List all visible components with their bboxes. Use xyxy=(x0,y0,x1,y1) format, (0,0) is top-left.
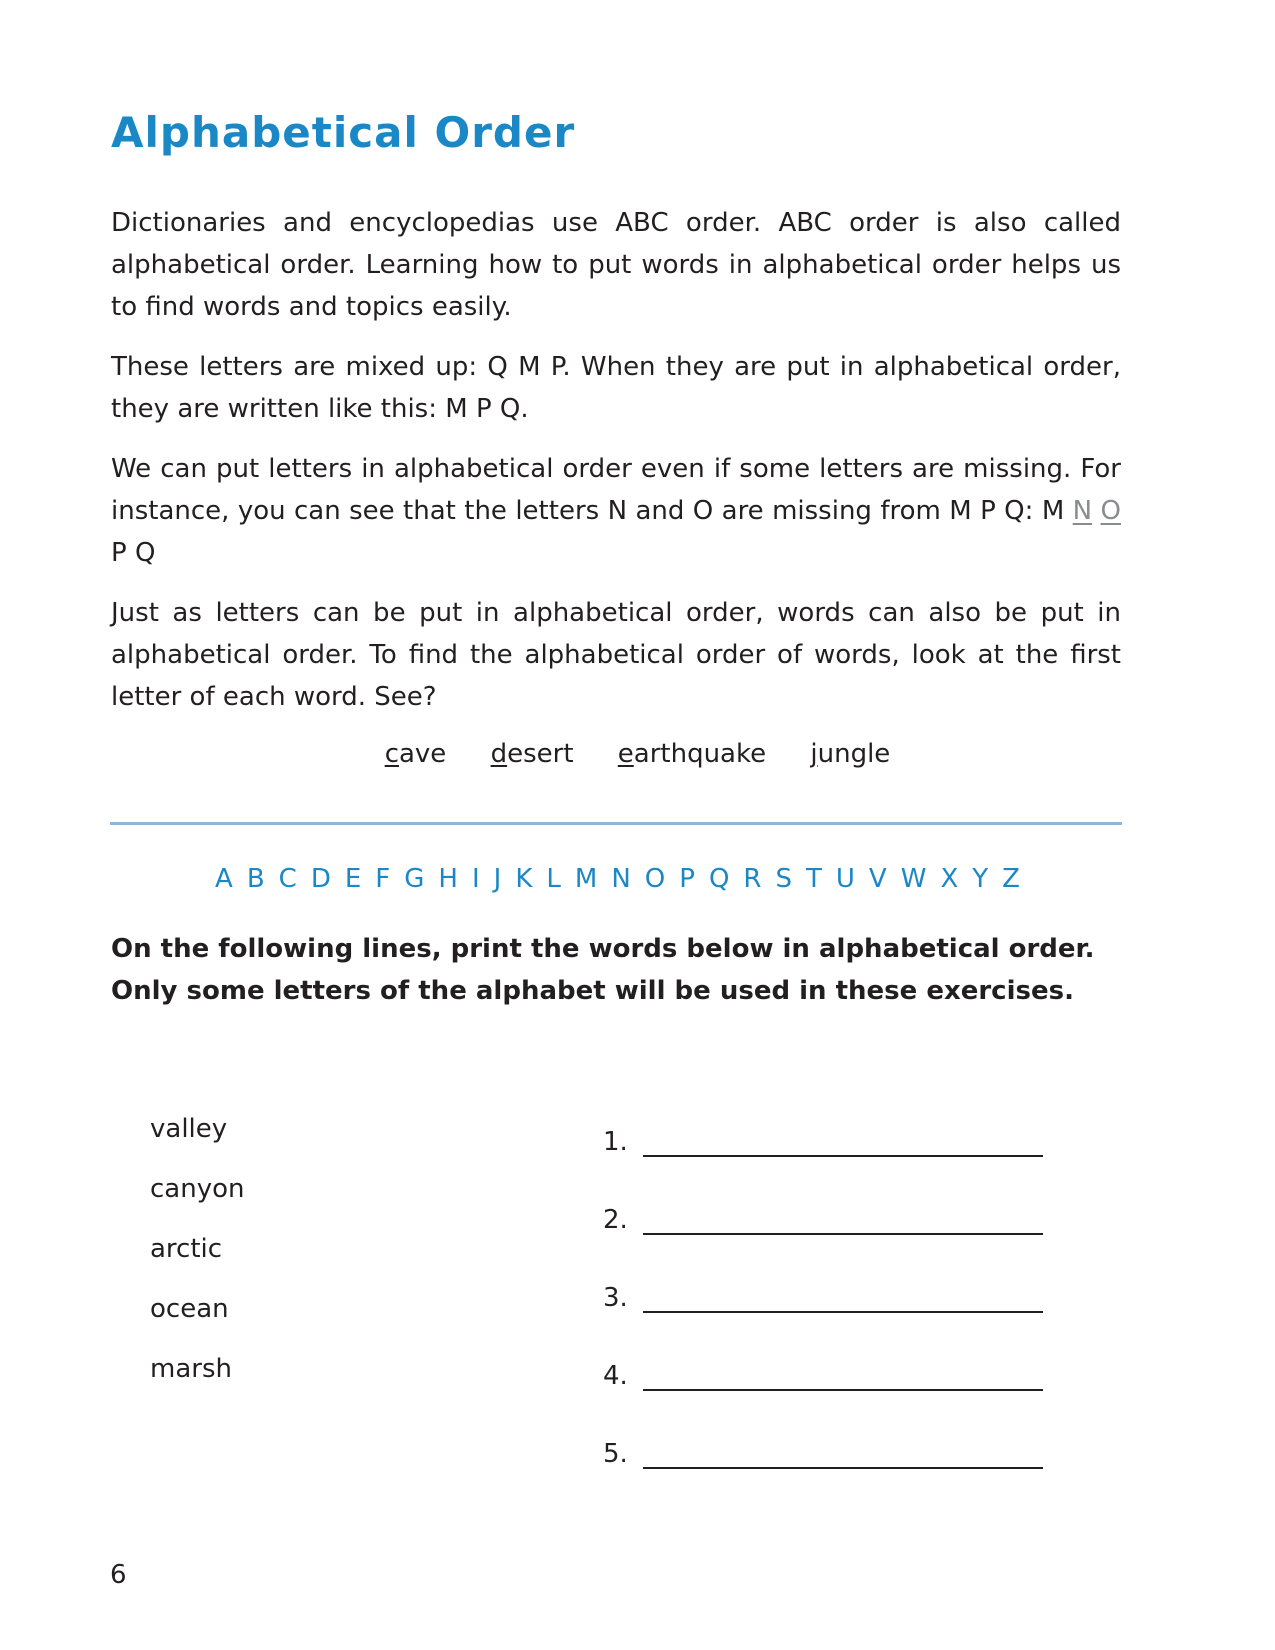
word-list-item: valley xyxy=(150,1114,228,1144)
page-title: Alphabetical Order xyxy=(111,108,576,157)
alphabet-letter: D xyxy=(310,864,331,894)
example-word-rest: esert xyxy=(507,739,574,769)
example-word xyxy=(385,737,447,771)
alphabet-letter: N xyxy=(611,864,631,894)
example-word xyxy=(618,737,766,771)
exercise-instructions: On the following lines, print the words below in alphabetical order. Only some letters of the alphabet will be used in these exercises. xyxy=(111,934,1095,1006)
alphabet-letter: E xyxy=(344,864,362,894)
word-list-item: ocean xyxy=(150,1294,229,1324)
words-order-paragraph: Just as letters can be put in alphabetical order, words can also be put in alphabetical order. To find the alphabetical order of words, look at the first letter of each word. See? xyxy=(111,598,1121,712)
answer-lines xyxy=(603,1079,1043,1469)
answer-row xyxy=(603,1235,1043,1313)
answer-row xyxy=(603,1079,1043,1157)
alphabet-letter: H xyxy=(438,864,458,894)
answer-line[interactable] xyxy=(643,1283,1043,1313)
alphabet-letter: Y xyxy=(972,864,989,894)
alphabet-letter: K xyxy=(515,864,533,894)
word-list-item: arctic xyxy=(150,1234,223,1264)
example-word-first-letter: d xyxy=(490,739,508,769)
example-word-first-letter: c xyxy=(384,739,399,769)
answer-number: 1. xyxy=(603,1127,628,1157)
section-divider xyxy=(110,822,1122,825)
answer-line[interactable] xyxy=(643,1205,1043,1235)
missing-letters-text: We can put letters in alphabetical order even if some letters are missing. For instance, you can see that the letters N and O are missing from M P Q: xyxy=(111,454,1121,526)
alphabet-letter: J xyxy=(493,864,502,894)
alphabet-letter: V xyxy=(868,864,887,894)
alphabet-letter: W xyxy=(900,864,927,894)
alphabet-letter: F xyxy=(375,864,391,894)
alphabet-letter: S xyxy=(775,864,792,894)
example-word xyxy=(810,737,890,771)
alphabet-letter: G xyxy=(404,864,425,894)
alphabet-letter: U xyxy=(835,864,855,894)
alphabet-letter: C xyxy=(278,864,297,894)
word-list-item: marsh xyxy=(150,1354,232,1384)
alphabet-letter: T xyxy=(806,864,822,894)
example-word-first-letter: e xyxy=(617,739,634,769)
word-list xyxy=(150,1112,244,1412)
answer-line[interactable] xyxy=(643,1361,1043,1391)
example-word-first-letter: j xyxy=(810,739,818,769)
example-word-rest: ungle xyxy=(817,739,891,769)
missing-letters-paragraph xyxy=(111,448,1121,574)
example-word-rest: arthquake xyxy=(633,739,767,769)
alphabet-letter: Z xyxy=(1002,864,1020,894)
answer-number: 3. xyxy=(603,1283,628,1313)
alphabet-letter: R xyxy=(743,864,762,894)
alphabet-letter: A xyxy=(215,864,233,894)
alphabet-letter: M xyxy=(574,864,598,894)
alphabet-letter: B xyxy=(246,864,265,894)
answer-row xyxy=(603,1157,1043,1235)
alphabet-letter: Q xyxy=(708,864,730,894)
alphabet-letter: P xyxy=(679,864,695,894)
answer-line[interactable] xyxy=(643,1127,1043,1157)
alphabet-row xyxy=(0,864,1235,894)
answer-line[interactable] xyxy=(643,1439,1043,1469)
answer-row xyxy=(603,1391,1043,1469)
missing-letter-o: O xyxy=(1100,496,1122,526)
answer-number: 5. xyxy=(603,1439,628,1469)
answer-row xyxy=(603,1313,1043,1391)
letters-example-paragraph: These letters are mixed up: Q M P. When they are put in alphabetical order, they are written like this: M P Q. xyxy=(111,352,1121,424)
word-list-item: canyon xyxy=(150,1174,245,1204)
alphabet-letter: X xyxy=(940,864,959,894)
answer-number: 4. xyxy=(603,1361,628,1391)
alphabet-letter: I xyxy=(471,864,480,894)
alphabet-letter: O xyxy=(644,864,666,894)
sequence-start: M xyxy=(1041,496,1073,526)
answer-number: 2. xyxy=(603,1205,628,1235)
example-word xyxy=(491,737,574,771)
page-number: 6 xyxy=(110,1560,127,1590)
alphabet-letter: L xyxy=(546,864,561,894)
sequence-end: P Q xyxy=(111,538,156,568)
example-words xyxy=(0,737,1275,771)
example-word-rest: ave xyxy=(398,739,447,769)
missing-letter-n: N xyxy=(1072,496,1093,526)
intro-paragraph: Dictionaries and encyclopedias use ABC order. ABC order is also called alphabetical order. Learning how to put words in alphabetical order helps us to find words and topics easily. xyxy=(111,208,1121,322)
